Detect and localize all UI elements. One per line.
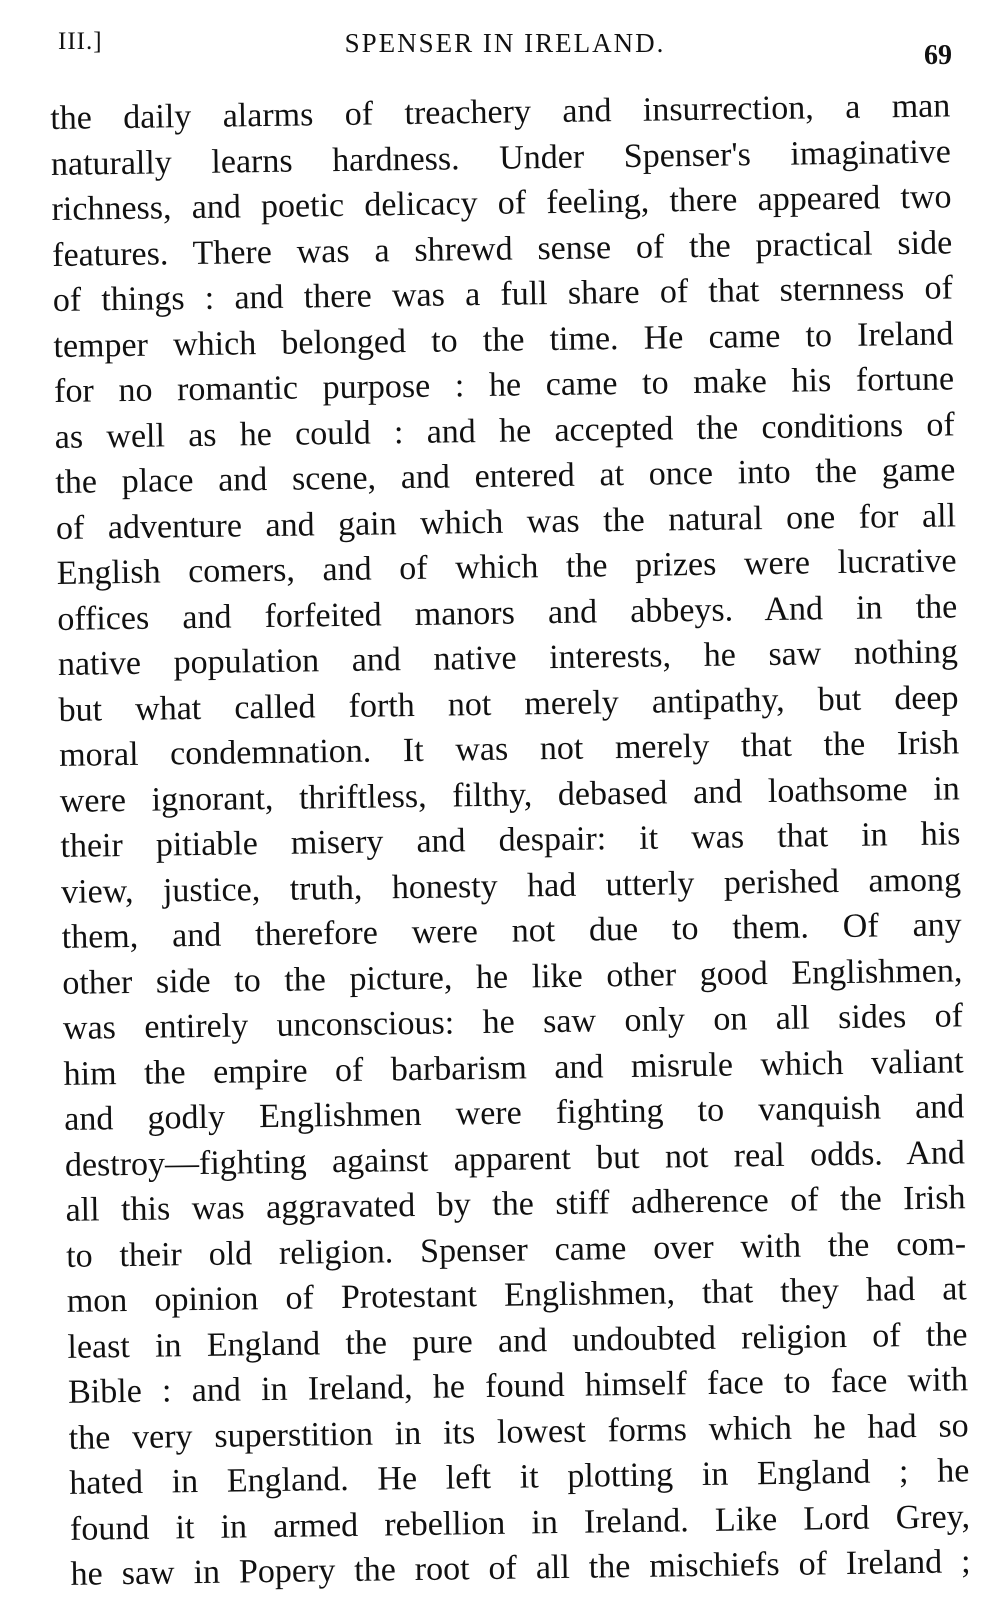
text-line: for no romantic purpose : he came to make his fortune [53, 360, 955, 410]
text-line: of adventure and gain which was the natural one for all [55, 496, 957, 547]
text-line: were ignorant, thriftless, filthy, debased and loathsome in [59, 769, 961, 820]
text-line: view, justice, truth, honesty had utterly perished among [60, 860, 962, 911]
text-line: mon opinion of Protestant Englishmen, that they had at [66, 1270, 968, 1320]
text-line: but what called forth not merely antipathy, but deep [58, 678, 959, 729]
text-line: native population and native interests, he saw nothing [57, 633, 959, 683]
text-line: him the empire of barbarism and misrule which valiant [63, 1042, 964, 1093]
running-head [58, 28, 952, 71]
text-line: and godly Englishmen were fighting to vanquish and [64, 1088, 965, 1138]
text-line: their pitiable misery and despair: it was that in his [60, 815, 961, 865]
text-line: to their old religion. Spenser came over with the com- [65, 1224, 967, 1275]
text-line: offices and forfeited manors and abbeys. And in the [57, 587, 958, 638]
text-line: all this was aggravated by the stiff adherence of the Irish [65, 1179, 966, 1229]
text-line: least in England the pure and undoubted religion of the [67, 1315, 968, 1366]
text-line: found it in armed rebellion in Ireland. Like Lord Grey, [69, 1497, 971, 1548]
text-line: of things : and there was a full share of that sternness of [52, 269, 954, 319]
page-number: 69 [924, 40, 952, 71]
text-line: hated in England. He left it plotting in England ; he [69, 1452, 970, 1502]
text-line: moral condemnation. It was not merely that the Irish [58, 724, 960, 774]
text-line: destroy—fighting against apparent but not real odds. And [64, 1133, 966, 1184]
text-line: the very superstition in its lowest forms which he had so [68, 1406, 969, 1457]
text-line: naturally learns hardness. Under Spenser's imaginative [50, 132, 952, 183]
text-line: features. There was a shrewd sense of the practical side [51, 223, 953, 274]
text-line: other side to the picture, he like other good Englishmen, [62, 951, 963, 1002]
text-line: was entirely unconscious: he saw only on all sides of [62, 997, 964, 1047]
text-line: he saw in Popery the root of all the mischiefs of Ireland ; [70, 1543, 971, 1593]
chapter-number: III.] [58, 28, 103, 55]
text-line: temper which belonged to the time. He came to Ireland [53, 314, 954, 365]
text-line: Bible : and in Ireland, he found himself face to face with [67, 1361, 969, 1411]
text-line: as well as he could : and he accepted the conditions of [54, 405, 955, 456]
text-line: them, and therefore were not due to them. Of any [61, 906, 962, 956]
text-line: the daily alarms of treachery and insurrection, a man [50, 87, 951, 137]
text-line: English comers, and of which the prizes were lucrative [56, 542, 957, 592]
body-paragraph [50, 83, 971, 1597]
text-line: richness, and poetic delicacy of feeling, there appeared two [51, 178, 952, 228]
text-line: the place and scene, and entered at once into the game [55, 451, 956, 501]
running-title: SPENSER IN IRELAND. [344, 28, 666, 58]
